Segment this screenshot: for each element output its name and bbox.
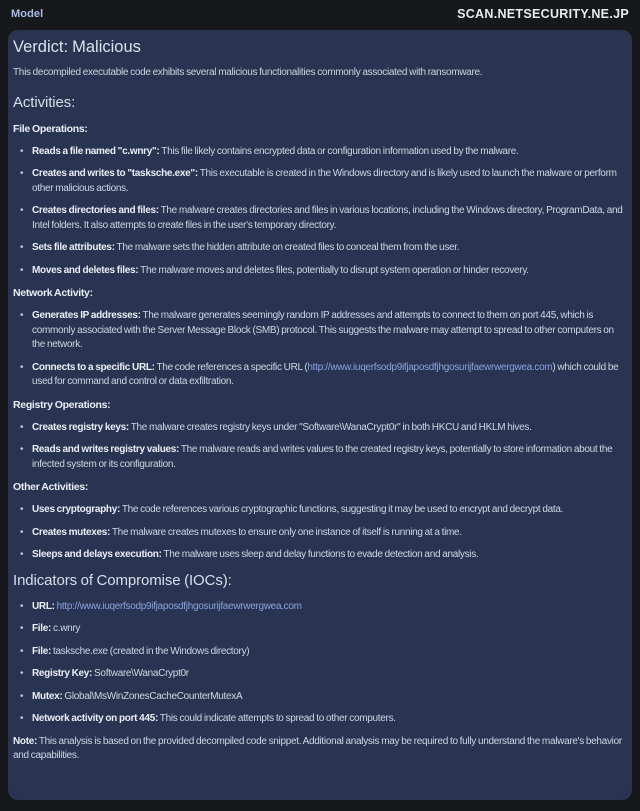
bullet-list: [13, 503, 626, 563]
list-item: [20, 361, 626, 390]
section-title: Other Activities:: [13, 481, 89, 493]
list-item: [20, 667, 626, 682]
item-text: The malware reads and writes values to the created registry keys, potentially to store information about the infected system or its configuration.: [32, 444, 613, 470]
list-item: [20, 526, 626, 541]
item-lead-bold: Registry Key:: [32, 668, 93, 679]
item-lead-bold: Mutex:: [32, 690, 63, 702]
list-item: [20, 309, 626, 353]
list-item: [20, 503, 626, 518]
item-text: This analysis is based on the provided decompiled code snippet. Additional analysis may be required to fully understand the malware's behavior and capabilities.: [13, 735, 622, 761]
section-title: File Operations:: [13, 122, 88, 135]
item-text: The malware uses sleep and delay functions to evade detection and analysis.: [161, 549, 479, 560]
list-item: [20, 622, 626, 637]
list-item: [20, 421, 626, 436]
list-item: [20, 690, 626, 705]
item-text: This file likely contains encrypted data or configuration information used by the malware.: [159, 145, 519, 157]
item-text: The malware creates directories and files in various locations, including the Windows directory, ProgramData, and Intel folders. It also attempts to create files in the user's temporary directory.: [32, 205, 623, 231]
item-lead-bold: Creates registry keys:: [32, 421, 129, 433]
verdict-title: Verdict: Malicious: [13, 38, 141, 56]
item-lead-bold: Generates IP addresses:: [32, 310, 141, 321]
section-title: Network Activity:: [13, 287, 93, 299]
item-text: This executable is created in the Windows directory and is likely used to launch the malware or perform other malicious actions.: [32, 168, 617, 194]
item-lead-bold: Network activity on port 445:: [32, 713, 158, 724]
iocs-heading: Indicators of Compromise (IOCs):: [13, 571, 232, 589]
item-text: The code references a specific URL (: [154, 361, 308, 373]
item-lead-bold: Sleeps and delays execution:: [32, 549, 162, 560]
item-text: The malware sets the hidden attribute on created files to conceal them from the user.: [114, 242, 460, 253]
item-text: c.wnry: [51, 623, 81, 634]
analysis-panel: [8, 30, 632, 800]
list-item: [20, 600, 626, 615]
analysis-note: [13, 735, 626, 764]
site-watermark: SCAN.NETSECURITY.NE.JP: [457, 7, 629, 21]
item-lead-bold: Connects to a specific URL:: [32, 361, 155, 373]
item-lead-bold: File:: [32, 645, 52, 657]
item-lead-bold: Moves and deletes files:: [32, 264, 139, 276]
item-text: ) which could be used for command and control or data exfiltration.: [32, 361, 619, 387]
list-item: [20, 712, 626, 727]
url-link[interactable]: http://www.iuqerfsodp9ifjaposdfjhgosurijfaewrwergwea.com: [56, 600, 302, 612]
item-lead-bold: Note:: [13, 735, 38, 747]
section-title: Registry Operations:: [13, 398, 111, 411]
url-link[interactable]: http://www.iuqerfsodp9ifjaposdfjhgosurijfaewrwergwea.com: [307, 361, 553, 373]
item-text: Software\WanaCrypt0r: [92, 668, 189, 679]
item-text: Global\MsWinZonesCacheCounterMutexA: [62, 690, 243, 702]
list-item: [20, 443, 626, 472]
list-item: [20, 167, 626, 196]
item-lead-bold: Sets file attributes:: [32, 242, 115, 253]
item-lead-bold: File:: [32, 623, 52, 634]
item-text: This could indicate attempts to spread to other computers.: [158, 713, 396, 724]
verdict-summary: This decompiled executable code exhibits several malicious functionalities commonly associated with ransomware.: [13, 67, 483, 78]
item-lead-bold: URL:: [32, 600, 55, 612]
item-lead-bold: Uses cryptography:: [32, 504, 121, 515]
item-lead-bold: Creates and writes to "tasksche.exe":: [32, 168, 198, 179]
item-lead-bold: Reads and writes registry values:: [32, 444, 180, 455]
activity-sections: [13, 122, 626, 563]
item-text: tasksche.exe (created in the Windows directory): [51, 645, 250, 657]
list-item: [20, 548, 626, 563]
list-item: [20, 204, 626, 233]
item-lead-bold: Creates mutexes:: [32, 526, 111, 538]
item-lead-bold: Creates directories and files:: [32, 205, 159, 216]
activities-heading: Activities:: [13, 93, 76, 111]
item-lead-bold: Reads a file named "c.wnry":: [32, 145, 160, 157]
item-text: The malware creates registry keys under "Software\WanaCrypt0r" in both HKCU and HKLM hives.: [128, 421, 532, 433]
top-bar: [0, 0, 640, 28]
ioc-list: [13, 600, 626, 727]
list-item: [20, 145, 626, 160]
item-text: The malware creates mutexes to ensure only one instance of itself is running at a time.: [110, 526, 462, 538]
model-label: Model: [11, 8, 44, 20]
item-text: The malware generates seemingly random IP addresses and attempts to connect to them on port 445, which is commonly associated with the Server Message Block (SMB) protocol. This suggests the malware may attempt to spread to other computers on the network.: [32, 310, 614, 350]
item-text: The code references various cryptographic functions, suggesting it may be used to encrypt and decrypt data.: [120, 504, 564, 515]
list-item: [20, 645, 626, 660]
bullet-list: [13, 145, 626, 279]
list-item: [20, 264, 626, 279]
bullet-list: [13, 309, 626, 390]
list-item: [20, 241, 626, 256]
item-text: The malware moves and deletes files, potentially to disrupt system operation or hinder recovery.: [138, 264, 529, 276]
bullet-list: [13, 421, 626, 473]
